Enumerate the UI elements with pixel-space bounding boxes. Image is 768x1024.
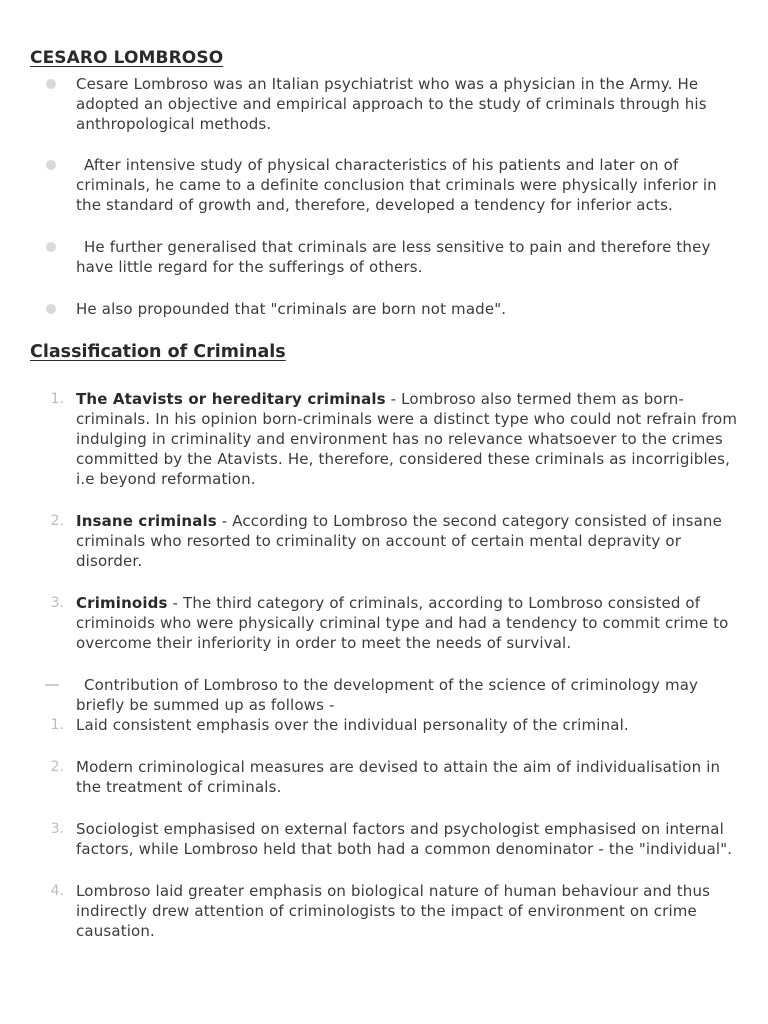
contribution-intro [76, 675, 740, 715]
contribution-item: Modern criminological measures are devised to attain the aim of individualisation in the treatment of criminals. [76, 758, 721, 796]
bullet-item-text: After intensive study of physical characteristics of his patients and later on of criminals, he came to a definite conclusion that criminals were physically inferior in the standard of growth and, therefore, developed a tendency for inferior acts. [76, 156, 717, 214]
section-title-classification: Classification of Criminals [30, 342, 286, 362]
classification-term: Insane criminals [76, 512, 217, 530]
classification-description: - Lombroso also termed them as born-criminals. In his opinion born-criminals were a distinct type who could not refrain from indulging in criminality and environment has no relevance whatsoever to the crimes committed by the Atavists. He, therefore, considered these criminals as incorrigibles, i.e beyond reformation. [76, 390, 738, 488]
bullet-icon [46, 160, 56, 170]
classification-term: Criminoids [76, 594, 168, 612]
classification-term: The Atavists or hereditary criminals [76, 390, 386, 408]
list-number: 3. [50, 595, 64, 611]
bullet-icon [46, 79, 56, 89]
list-number: 2. [50, 759, 64, 775]
bullet-icon [46, 304, 56, 314]
bullet-item-text: He further generalised that criminals are less sensitive to pain and therefore they have little regard for the sufferings of others. [76, 238, 711, 276]
bullet-item: He also propounded that "criminals are born not made". [76, 300, 507, 318]
list-number: 4. [50, 883, 64, 899]
bullet-item [76, 237, 740, 277]
dash-icon [45, 684, 59, 686]
classification-item [76, 389, 740, 489]
list-number: 1. [50, 717, 64, 733]
bullet-item: Cesare Lombroso was an Italian psychiatrist who was a physician in the Army. He adopted an objective and empirical approach to the study of criminals through his anthropological methods. [76, 75, 707, 133]
bullet-item [76, 155, 740, 215]
list-number: 2. [50, 513, 64, 529]
list-number: 3. [50, 821, 64, 837]
classification-description: - According to Lombroso the second category consisted of insane criminals who resorted to criminality on account of certain mental depravity or disorder. [76, 512, 722, 570]
list-number: 1. [50, 391, 64, 407]
bullet-icon [46, 242, 56, 252]
contribution-item: Lombroso laid greater emphasis on biological nature of human behaviour and thus indirectly drew attention of criminologists to the impact of environment on crime causation. [76, 882, 711, 940]
section-title-lombroso: CESARO LOMBROSO [30, 48, 224, 68]
contribution-item: Laid consistent emphasis over the individual personality of the criminal. [76, 716, 629, 734]
contribution-item: Sociologist emphasised on external factors and psychologist emphasised on internal factors, while Lombroso held that both had a common denominator - the "individual". [76, 820, 733, 858]
contribution-intro-text: Contribution of Lombroso to the development of the science of criminology may briefly be summed up as follows - [76, 676, 699, 714]
classification-description: - The third category of criminals, according to Lombroso consisted of criminoids who were physically criminal type and had a tendency to commit crime to overcome their inferiority in order to meet the needs of survival. [76, 594, 729, 652]
classification-item [76, 511, 740, 571]
classification-item [76, 593, 740, 653]
